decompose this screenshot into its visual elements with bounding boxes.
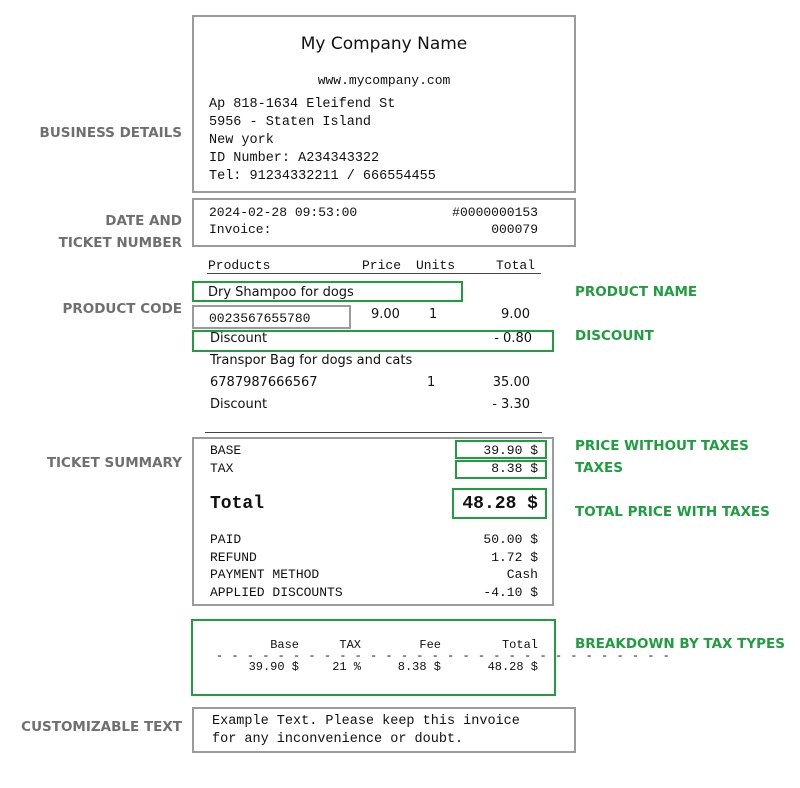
product-1-total: 9.00 bbox=[501, 307, 530, 322]
company-name: My Company Name bbox=[300, 34, 468, 54]
product-2-name: Transpor Bag for dogs and cats bbox=[210, 353, 413, 368]
summary-base-label: BASE bbox=[210, 443, 242, 458]
breakdown-row-fee: 8.38 $ bbox=[397, 660, 441, 674]
breakdown-header-base: Base bbox=[270, 638, 299, 652]
summary-paid-label: PAID bbox=[210, 532, 242, 547]
id-number: ID Number: A234343322 bbox=[209, 151, 380, 166]
header-underline bbox=[207, 273, 541, 274]
breakdown-header-total: Total bbox=[501, 638, 538, 652]
product-1-price: 9.00 bbox=[371, 307, 400, 322]
breakdown-dash-separator: - - - - - - - - - - - - - - - - - - - - - - - - - - - - - - bbox=[216, 649, 671, 663]
summary-base-value: 39.90 $ bbox=[483, 443, 538, 458]
label-ticket-summary: TICKET SUMMARY bbox=[46, 455, 182, 471]
header-price: Price bbox=[362, 258, 402, 273]
header-products: Products bbox=[208, 258, 271, 273]
company-website: www.mycompany.com bbox=[317, 73, 451, 88]
address-line-2: 5956 - Staten Island bbox=[209, 115, 372, 130]
label-discount: DISCOUNT bbox=[575, 328, 654, 344]
custom-text bbox=[212, 713, 520, 749]
label-price-without-taxes: PRICE WITHOUT TAXES bbox=[575, 438, 749, 454]
label-product-name: PRODUCT NAME bbox=[575, 284, 698, 300]
label-customizable-text: CUSTOMIZABLE TEXT bbox=[21, 719, 182, 735]
breakdown-row-tax: 21 % bbox=[332, 660, 361, 674]
invoice-label: Invoice: bbox=[209, 222, 272, 237]
breakdown-header-fee: Fee bbox=[419, 638, 441, 652]
custom-text-line-2: for any inconvenience or doubt. bbox=[212, 732, 464, 747]
product-2-total: 35.00 bbox=[492, 375, 530, 390]
company-address bbox=[209, 96, 436, 186]
product-1-discount-label: Discount bbox=[210, 331, 268, 346]
summary-discounts-label: APPLIED DISCOUNTS bbox=[210, 585, 343, 600]
summary-total-label: Total bbox=[210, 494, 265, 514]
label-business-details: BUSINESS DETAILS bbox=[39, 125, 182, 141]
product-1-code: 0023567655780 bbox=[209, 311, 311, 326]
product-1-name: Dry Shampoo for dogs bbox=[208, 285, 354, 300]
product-2-code: 6787987666567 bbox=[210, 375, 318, 390]
label-date-and: DATE AND bbox=[105, 213, 182, 229]
header-units: Units bbox=[416, 258, 456, 273]
summary-payment-value: Cash bbox=[506, 567, 538, 582]
label-taxes: TAXES bbox=[575, 460, 623, 476]
breakdown-header-tax: TAX bbox=[339, 638, 361, 652]
summary-total-value: 48.28 $ bbox=[462, 494, 538, 514]
summary-refund-value: 1.72 $ bbox=[491, 550, 538, 565]
products-end-rule bbox=[205, 432, 542, 433]
address-line-3: New york bbox=[209, 133, 274, 148]
product-1-discount: - 0.80 bbox=[494, 331, 532, 346]
summary-discounts-value: -4.10 $ bbox=[483, 585, 538, 600]
address-line-1: Ap 818-1634 Eleifend St bbox=[209, 97, 396, 112]
label-total-with-taxes: TOTAL PRICE WITH TAXES bbox=[575, 504, 770, 520]
breakdown-row-total: 48.28 $ bbox=[487, 660, 538, 674]
summary-paid-value: 50.00 $ bbox=[483, 532, 538, 547]
breakdown-row-base: 39.90 $ bbox=[248, 660, 299, 674]
product-2-units: 1 bbox=[427, 375, 436, 390]
label-breakdown-tax-types: BREAKDOWN BY TAX TYPES bbox=[575, 636, 785, 652]
summary-tax-value: 8.38 $ bbox=[491, 461, 538, 476]
custom-text-line-1: Example Text. Please keep this invoice bbox=[212, 714, 520, 729]
header-total: Total bbox=[496, 258, 536, 273]
summary-tax-label: TAX bbox=[210, 461, 234, 476]
label-product-code: PRODUCT CODE bbox=[62, 301, 182, 317]
ticket-number: #0000000153 bbox=[452, 205, 538, 220]
label-ticket-number: TICKET NUMBER bbox=[58, 235, 182, 251]
product-1-units: 1 bbox=[429, 307, 438, 322]
summary-refund-label: REFUND bbox=[210, 550, 257, 565]
telephone: Tel: 91234332211 / 666554455 bbox=[209, 169, 436, 184]
product-2-discount: - 3.30 bbox=[492, 397, 530, 412]
ticket-datetime: 2024-02-28 09:53:00 bbox=[209, 205, 358, 220]
invoice-number: 000079 bbox=[491, 222, 538, 237]
product-2-discount-label: Discount bbox=[210, 397, 268, 412]
summary-payment-label: PAYMENT METHOD bbox=[210, 567, 320, 582]
